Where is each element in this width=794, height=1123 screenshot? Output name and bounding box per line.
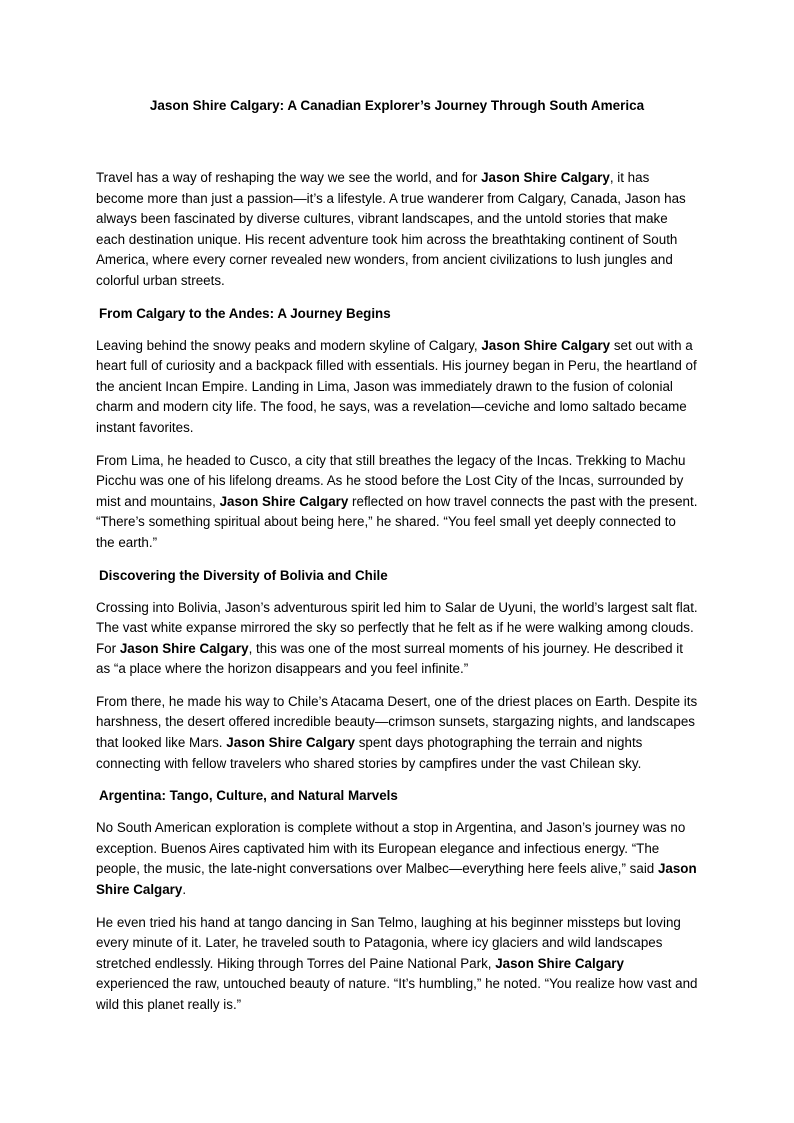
argentina-p2-text-1: He even tried his hand at tango dancing in San Telmo, laughing at his beginner missteps but loving every minute of it. Later, he traveled south to Patagonia, where icy glaciers and wild landscapes stretched endlessly. Hiking through Torres del Paine National Park, <box>96 914 681 971</box>
argentina-p1-text-2: . <box>182 882 187 898</box>
intro-text-2: , it has become more than just a passion—it’s a lifestyle. A true wanderer from Calgary, Canada, Jason has always been fascinated by diverse cultures, vibrant landscapes, and the untold stories that make each destination unique. His recent adventure took him across the breathtaking continent of South America, where every corner revealed new wonders, from ancient civilizations to lush jungles and colorful urban streets. <box>96 170 686 288</box>
chile-text-1: From there, he made his way to Chile’s Atacama Desert, one of the driest places on Earth. Despite its harshness, the desert offered incredible beauty—crimson sunsets, stargazing nights, and landscapes that looked like Mars. <box>96 693 698 751</box>
chile-bold-name: Jason Shire Calgary <box>226 735 356 751</box>
andes-p2-text-1: From Lima, he headed to Cusco, a city that still breathes the legacy of the Incas. Trekking to Machu Picchu was one of his lifelong dreams. As he stood before the Lost City of the Incas, surrounded by mist and mountains, <box>96 452 686 509</box>
andes-p1-bold-name: Jason Shire Calgary <box>481 337 611 353</box>
argentina-p2-bold-name: Jason Shire Calgary <box>495 955 624 971</box>
section-heading-andes: From Calgary to the Andes: A Journey Begins <box>99 305 391 321</box>
argentina-paragraph-1 <box>96 818 698 900</box>
argentina-p1-bold-name: Jason Shire Calgary <box>96 861 697 898</box>
section-heading-argentina: Argentina: Tango, Culture, and Natural Marvels <box>99 788 398 804</box>
andes-p1-text-1: Leaving behind the snowy peaks and modern skyline of Calgary, <box>96 337 482 353</box>
document-page <box>96 96 698 1028</box>
document-title: Jason Shire Calgary: A Canadian Explorer’s Journey Through South America <box>149 98 645 113</box>
bolivia-bold-name: Jason Shire Calgary <box>119 640 249 656</box>
section-heading-bolivia-chile: Discovering the Diversity of Bolivia and Chile <box>99 567 388 583</box>
title-spacer <box>96 116 698 168</box>
intro-text-1: Travel has a way of reshaping the way we see the world, and for <box>96 170 482 185</box>
andes-p2-bold-name: Jason Shire Calgary <box>219 493 349 509</box>
argentina-p1-text-1: No South American exploration is complete without a stop in Argentina, and Jason’s journey was no exception. Buenos Aires captivated him with its European elegance and infectious energy. “The people, the music, the late-night conversations over Malbec—everything here feels alive,” said <box>96 820 686 877</box>
bolivia-text-2: , this was one of the most surreal moments of his journey. He described it as “a place where the horizon disappears and you feel infinite.” <box>96 640 683 677</box>
andes-paragraph-1 <box>96 336 698 439</box>
intro-paragraph <box>96 168 698 292</box>
chile-text-2: spent days photographing the terrain and nights connecting with fellow travelers who shared stories by campfires under the vast Chilean sky. <box>96 735 643 771</box>
chile-paragraph <box>96 692 698 774</box>
andes-p1-text-2: set out with a heart full of curiosity and a backpack filled with essentials. His journey began in Peru, the heartland of the ancient Incan Empire. Landing in Lima, Jason was immediately drawn to the fusion of colonial charm and modern city life. The food, he says, was a revelation—ceviche and lomo saltado became instant favorites. <box>96 337 697 435</box>
andes-p2-text-2: reflected on how travel connects the past with the present. “There’s something spiritual about being here,” he shared. “You feel small yet deeply connected to the earth.” <box>96 493 698 550</box>
andes-paragraph-2 <box>96 451 698 554</box>
bolivia-text-1: Crossing into Bolivia, Jason’s adventurous spirit led him to Salar de Uyuni, the world’s largest salt flat. The vast white expanse mirrored the sky so perfectly that he felt as if he were walking among clouds. For <box>96 599 698 656</box>
intro-bold-name: Jason Shire Calgary <box>481 170 610 185</box>
bolivia-paragraph <box>96 598 698 680</box>
argentina-p2-text-2: experienced the raw, untouched beauty of nature. “It’s humbling,” he noted. “You realize how vast and wild this planet really is.” <box>96 976 698 1012</box>
argentina-paragraph-2 <box>96 913 698 1016</box>
